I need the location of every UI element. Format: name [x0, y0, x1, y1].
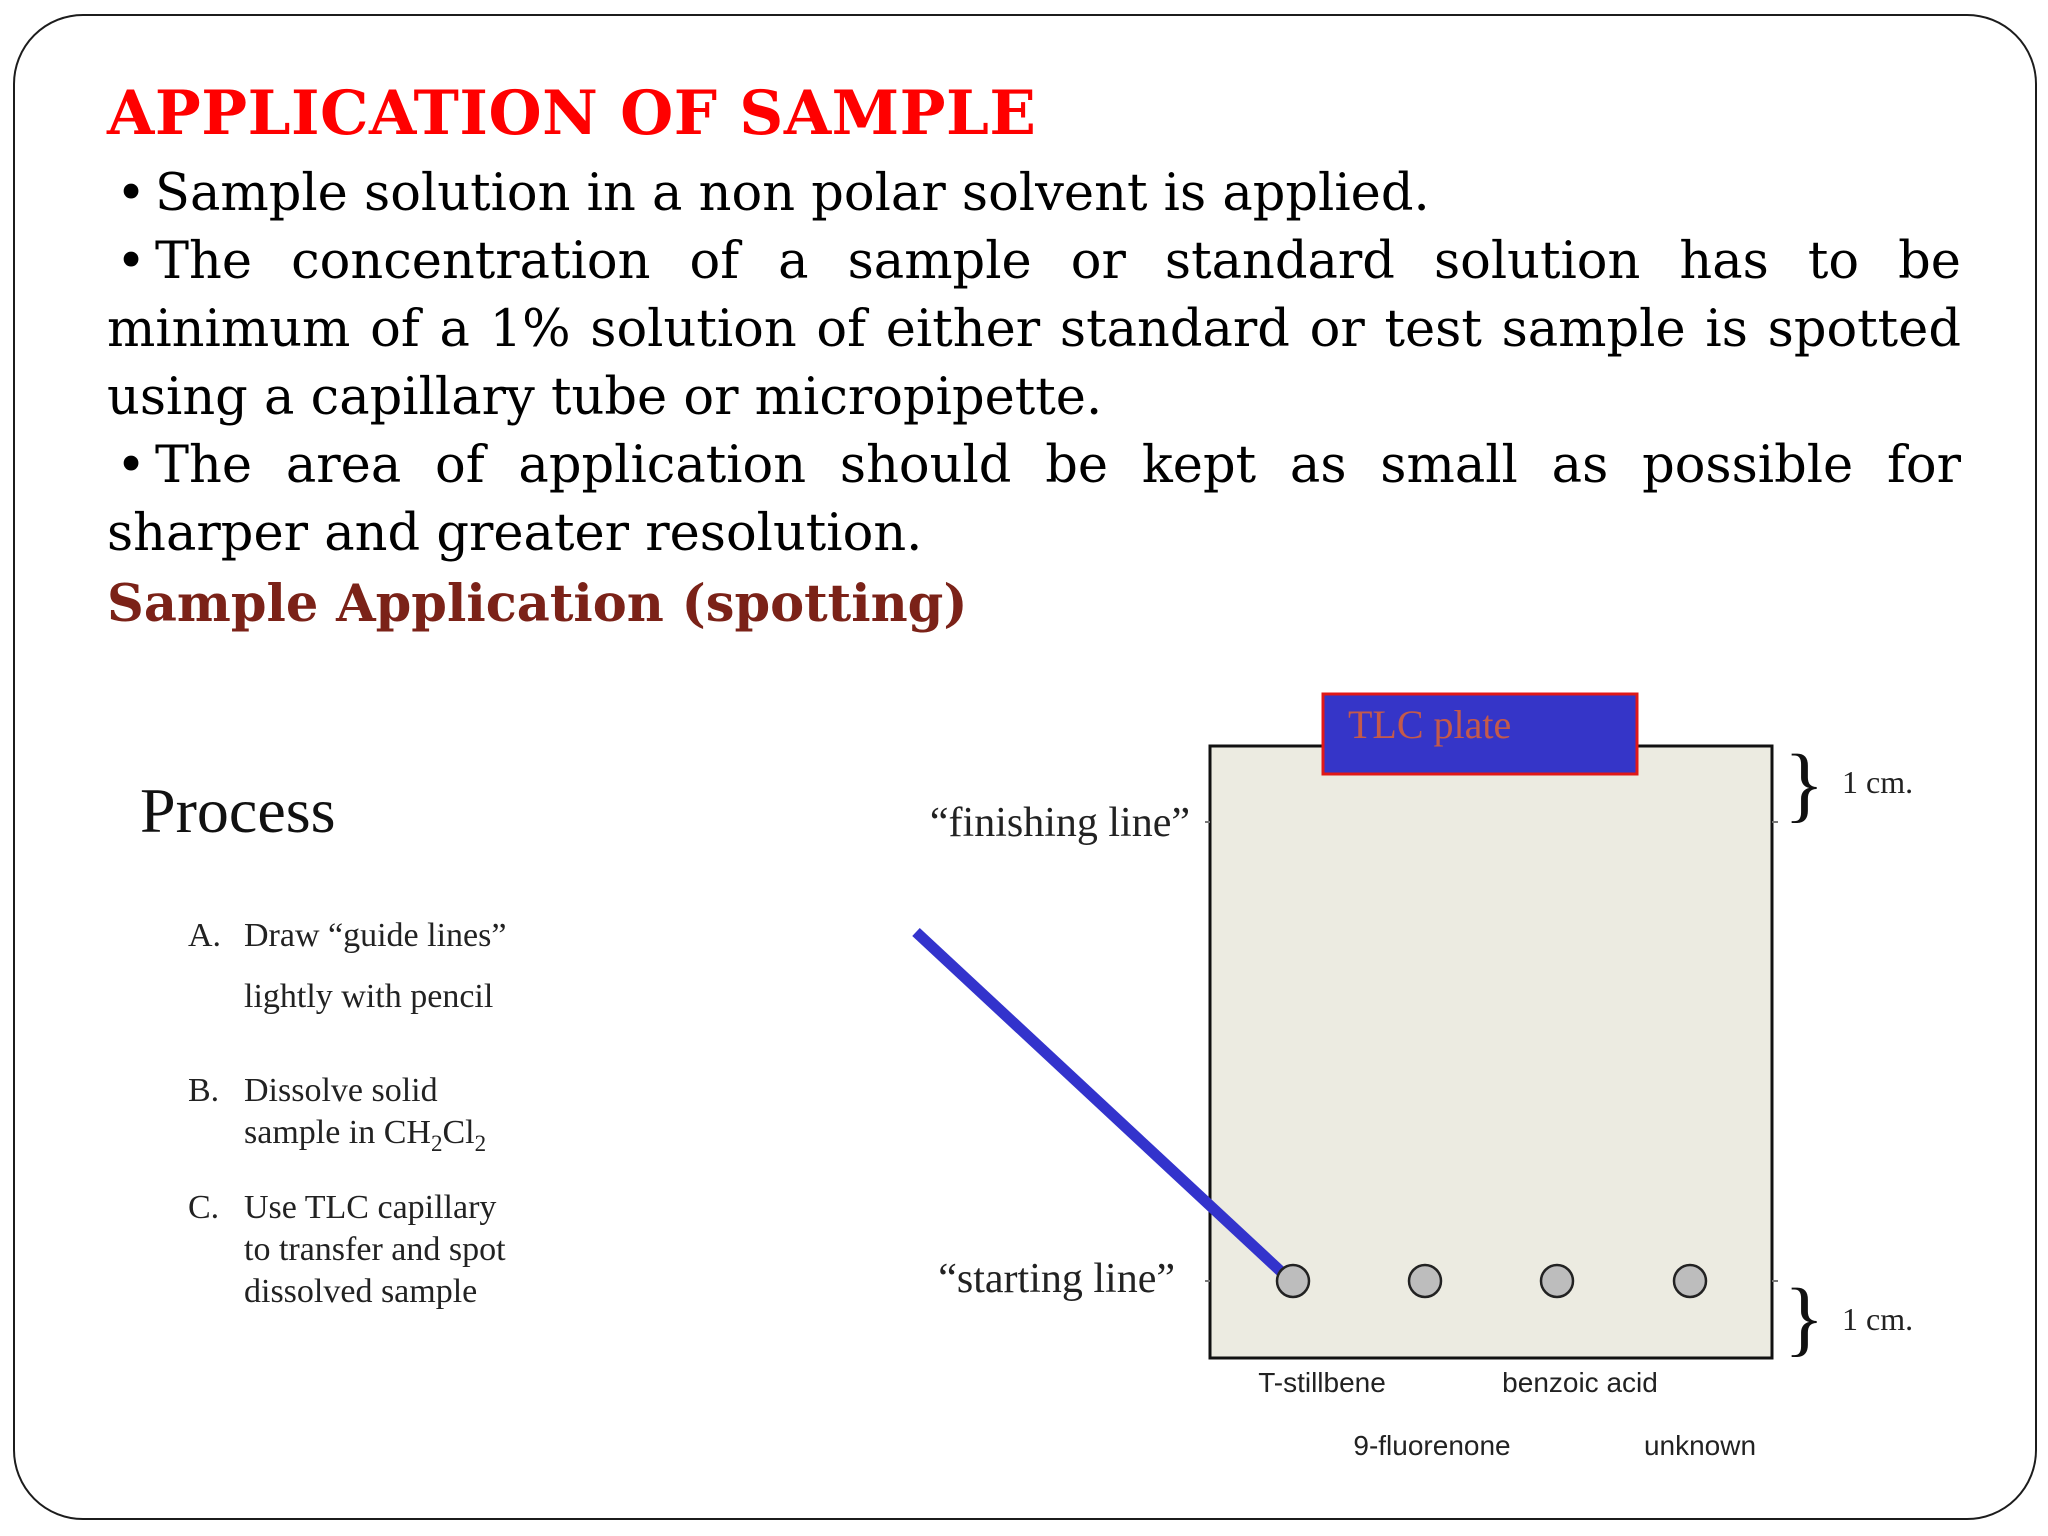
step-b-subscript-1: 2 [430, 1131, 443, 1156]
step-b-marker: B. [188, 1072, 220, 1109]
step-a-line1: Draw “guide lines” [244, 917, 507, 954]
spot-9-fluorenone [1409, 1265, 1441, 1297]
lane-label-benzoic-acid: benzoic acid [1502, 1367, 1658, 1398]
step-a-marker: A. [188, 917, 222, 954]
lane-label-unknown: unknown [1643, 1430, 1757, 1461]
step-b-line2-prefix: sample in CH [244, 1114, 431, 1151]
top-margin-label: 1 cm. [1842, 764, 1914, 800]
bottom-margin-label: 1 cm. [1842, 1301, 1914, 1337]
step-b-line2 [244, 1114, 486, 1156]
spot-unknown [1674, 1265, 1706, 1297]
step-c-line3: dissolved sample [244, 1273, 478, 1310]
bullet-text: Sample solution in a non polar solvent is applied. [155, 164, 1430, 223]
top-brace-icon: } [1784, 738, 1825, 831]
finishing-line-label: “finishing line” [929, 800, 1190, 846]
spot-benzoic-acid [1541, 1265, 1573, 1297]
starting-line-label: “starting line” [938, 1256, 1175, 1302]
step-c-line2: to transfer and spot [244, 1231, 506, 1268]
step-b-subscript-2: 2 [474, 1131, 487, 1156]
bullet-dot-icon: • [115, 436, 147, 495]
section-subheading: Sample Application (spotting) [107, 574, 968, 634]
lane-label-t-stillbene: T-stillbene [1258, 1367, 1386, 1398]
lane-label-9-fluorenone: 9-fluorenone [1353, 1430, 1511, 1461]
bullet-text: The concentration of a sample or standard solution has to be minimum of a 1% solution of either standard or test sample is spotted using a capillary tube or micropipette. [107, 232, 1961, 427]
process-title: Process [140, 775, 336, 846]
step-c-line1: Use TLC capillary [244, 1189, 497, 1226]
bullet-text: The area of application should be kept as small as possible for sharper and greater resolution. [107, 436, 1961, 563]
bottom-brace-icon: } [1784, 1272, 1825, 1365]
bullet-dot-icon: • [115, 232, 147, 291]
step-a-line2: lightly with pencil [244, 978, 494, 1015]
slide-title: APPLICATION OF SAMPLE [107, 78, 1037, 149]
step-c-marker: C. [188, 1189, 220, 1226]
bullet-dot-icon: • [115, 164, 147, 223]
step-b-line1: Dissolve solid [244, 1072, 438, 1109]
spot-t-stillbene [1277, 1265, 1309, 1297]
plate-label: TLC plate [1348, 702, 1512, 747]
step-b-cl: Cl [442, 1114, 475, 1151]
